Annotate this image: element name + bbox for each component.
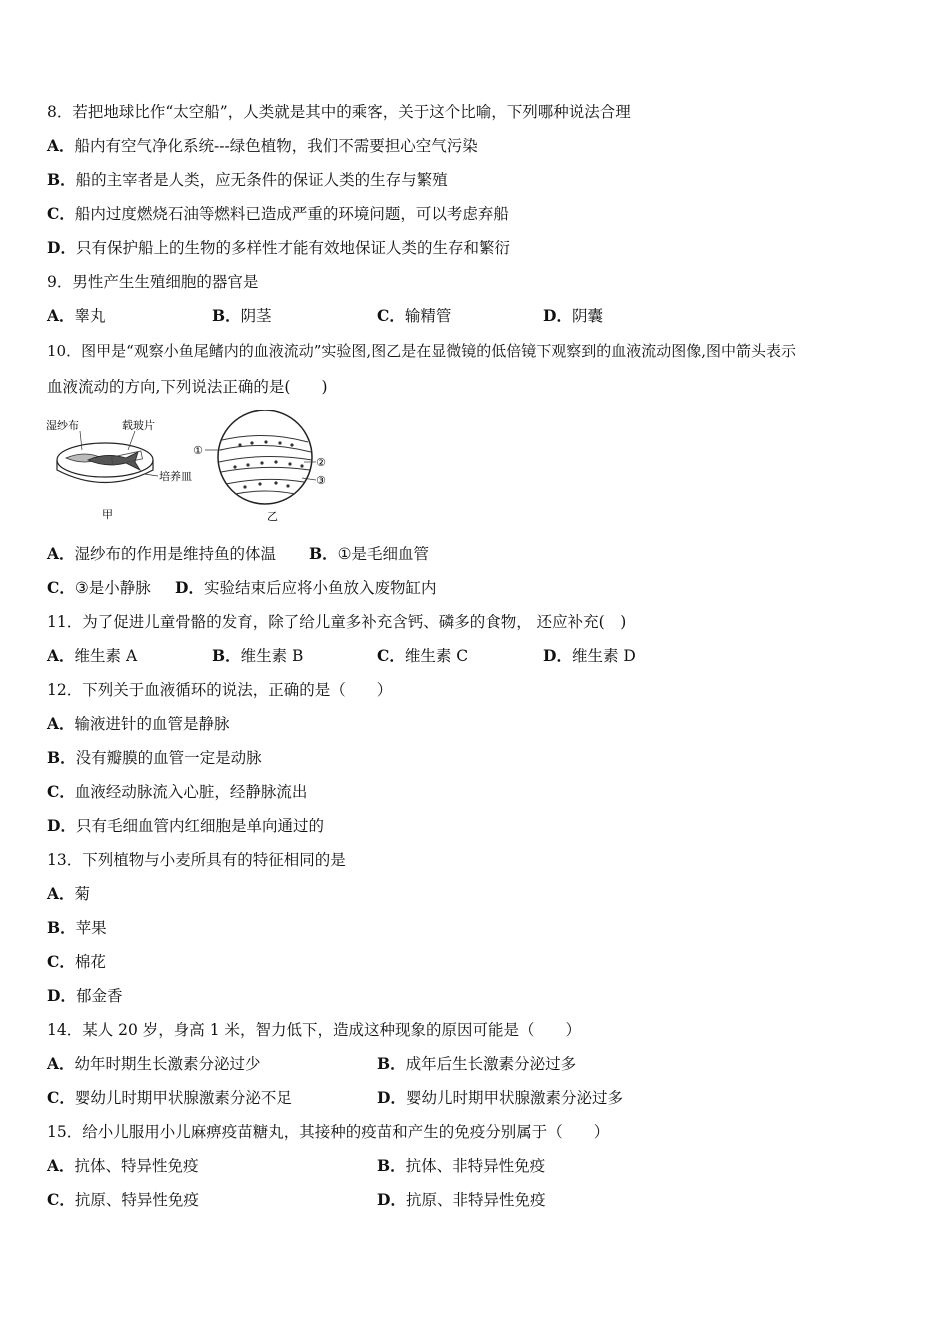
option-text: 船内过度燃烧石油等燃料已造成严重的环境问题，可以考虑弃船 <box>74 205 509 223</box>
option-text: 抗原、非特异性免疫 <box>405 1191 546 1209</box>
q14-option-d <box>377 1088 623 1108</box>
option-label: A． <box>47 1156 75 1175</box>
label-1: ① <box>193 444 203 457</box>
q11-option-d <box>543 646 636 666</box>
option-text: 没有瓣膜的血管一定是动脉 <box>75 749 262 767</box>
option-label: D． <box>377 1190 406 1209</box>
option-label: A． <box>47 714 75 733</box>
option-text: 睾丸 <box>74 307 106 325</box>
q11-option-c <box>377 646 468 666</box>
leader-line <box>144 474 158 476</box>
option-label: B． <box>377 1156 406 1175</box>
q15-option-c <box>47 1190 199 1210</box>
label-3: ③ <box>316 474 326 487</box>
option-label: B． <box>309 544 338 563</box>
option-label: C． <box>47 578 75 597</box>
option-text: 成年后生长激素分泌过多 <box>405 1055 577 1073</box>
q8-option-a <box>47 136 478 156</box>
option-label: B． <box>377 1054 406 1073</box>
caption-jia: 甲 <box>102 508 113 521</box>
label-dish: 培养皿 <box>159 470 192 483</box>
option-text: 维生素 D <box>571 647 636 665</box>
q14-option-a <box>47 1054 261 1074</box>
q13-option-c <box>47 952 106 972</box>
q9-stem: 9．男性产生生殖细胞的器官是 <box>47 273 259 291</box>
option-label: B． <box>212 646 241 665</box>
option-label: A． <box>47 646 75 665</box>
option-text: 输液进针的血管是静脉 <box>74 715 230 733</box>
option-label: D． <box>377 1088 406 1107</box>
option-label: A． <box>47 884 75 903</box>
option-text: 抗原、特异性免疫 <box>74 1191 199 1209</box>
q8-option-d <box>47 238 510 258</box>
option-label: A． <box>47 306 75 325</box>
option-text: 郁金香 <box>75 987 123 1005</box>
label-wet-gauze: 湿纱布 <box>46 419 79 432</box>
option-label: C． <box>47 204 75 223</box>
option-text: 实验结束后应将小鱼放入废物缸内 <box>203 579 437 597</box>
option-text: 婴幼儿时期甲状腺激素分泌不足 <box>74 1089 292 1107</box>
option-text: 阴茎 <box>240 307 272 325</box>
caption-yi: 乙 <box>267 510 278 523</box>
option-text: 维生素 B <box>240 647 304 665</box>
option-label: C． <box>47 782 75 801</box>
option-label: B． <box>47 170 76 189</box>
option-text: 抗体、特异性免疫 <box>74 1157 199 1175</box>
label-slide: 载玻片 <box>122 419 155 432</box>
option-text: 维生素 C <box>404 647 469 665</box>
option-text: 湿纱布的作用是维持鱼的体温 <box>74 545 277 563</box>
q9-option-a <box>47 306 106 326</box>
q9-option-d <box>543 306 603 326</box>
q8-option-b <box>47 170 448 190</box>
q15-option-d <box>377 1190 545 1210</box>
q14-option-b <box>377 1054 576 1074</box>
option-label: C． <box>47 1190 75 1209</box>
q12-option-b <box>47 748 262 768</box>
figure-jia <box>46 418 192 521</box>
q14-stem: 14．某人 20 岁，身高 1 米，智力低下，造成这种现象的原因可能是（ ） <box>47 1021 582 1039</box>
option-text: 船内有空气净化系统---绿色植物，我们不需要担心空气污染 <box>74 137 478 155</box>
q10-option-d <box>175 578 436 598</box>
option-text: 阴囊 <box>571 307 603 325</box>
option-label: B． <box>212 306 241 325</box>
q12-option-d <box>47 816 324 836</box>
option-text: 苹果 <box>75 919 107 937</box>
option-label: D． <box>543 646 572 665</box>
option-label: B． <box>47 748 76 767</box>
q8-stem: 8．若把地球比作“太空船”，人类就是其中的乘客，关于这个比喻，下列哪种说法合理 <box>47 103 631 121</box>
q9-option-b <box>212 306 272 326</box>
q13-stem: 13．下列植物与小麦所具有的特征相同的是 <box>47 851 346 869</box>
q13-option-d <box>47 986 122 1006</box>
option-text: ③是小静脉 <box>74 579 151 597</box>
q14-option-c <box>47 1088 292 1108</box>
option-text: 血液经动脉流入心脏，经静脉流出 <box>74 783 308 801</box>
option-label: D． <box>47 238 76 257</box>
q12-option-c <box>47 782 307 802</box>
option-label: A． <box>47 136 75 155</box>
option-text: 菊 <box>74 885 91 903</box>
q10-figure <box>40 410 340 525</box>
option-text: 输精管 <box>404 307 452 325</box>
option-label: C． <box>47 1088 75 1107</box>
option-text: 船的主宰者是人类，应无条件的保证人类的生存与繁殖 <box>75 171 448 189</box>
q15-option-a <box>47 1156 199 1176</box>
option-text: 棉花 <box>74 953 106 971</box>
option-label: A． <box>47 544 75 563</box>
option-text: 婴幼儿时期甲状腺激素分泌过多 <box>405 1089 623 1107</box>
option-label: D． <box>543 306 572 325</box>
option-label: D． <box>47 986 76 1005</box>
q15-stem: 15．给小儿服用小儿麻痹疫苗糖丸，其接种的疫苗和产生的免疫分别属于（ ） <box>47 1123 610 1141</box>
q12-option-a <box>47 714 230 734</box>
q13-option-b <box>47 918 107 938</box>
option-text: 只有保护船上的生物的多样性才能有效地保证人类的生存和繁衍 <box>75 239 510 257</box>
q9-option-c <box>377 306 451 326</box>
option-label: B． <box>47 918 76 937</box>
option-label: C． <box>377 306 405 325</box>
option-label: C． <box>377 646 405 665</box>
option-text: ①是毛细血管 <box>337 545 430 563</box>
q10-option-c <box>47 578 151 598</box>
q11-stem: 11．为了促进儿童骨骼的发育，除了给儿童多补充含钙、磷多的食物， 还应补充( ) <box>47 613 627 631</box>
q11-option-a <box>47 646 137 666</box>
q15-option-b <box>377 1156 545 1176</box>
option-text: 抗体、非特异性免疫 <box>405 1157 546 1175</box>
q10-stem-line1: 10．图甲是“观察小鱼尾鳍内的血液流动”实验图,图乙是在显微镜的低倍镜下观察到的血液流动图像,图中箭头表示 <box>47 342 796 360</box>
option-text: 只有毛细血管内红细胞是单向通过的 <box>75 817 324 835</box>
q11-option-b <box>212 646 303 666</box>
q10-option-b <box>309 544 429 564</box>
option-label: C． <box>47 952 75 971</box>
figure-yi <box>193 410 326 523</box>
option-label: A． <box>47 1054 75 1073</box>
option-label: D． <box>175 578 204 597</box>
q12-stem: 12．下列关于血液循环的说法，正确的是（ ） <box>47 681 393 699</box>
option-label: D． <box>47 816 76 835</box>
q10-stem-line2: 血液流动的方向,下列说法正确的是( ) <box>47 378 328 396</box>
option-text: 幼年时期生长激素分泌过少 <box>74 1055 261 1073</box>
q13-option-a <box>47 884 90 904</box>
option-text: 维生素 A <box>74 647 138 665</box>
q8-option-c <box>47 204 509 224</box>
q10-option-a <box>47 544 276 564</box>
label-2: ② <box>316 456 326 469</box>
